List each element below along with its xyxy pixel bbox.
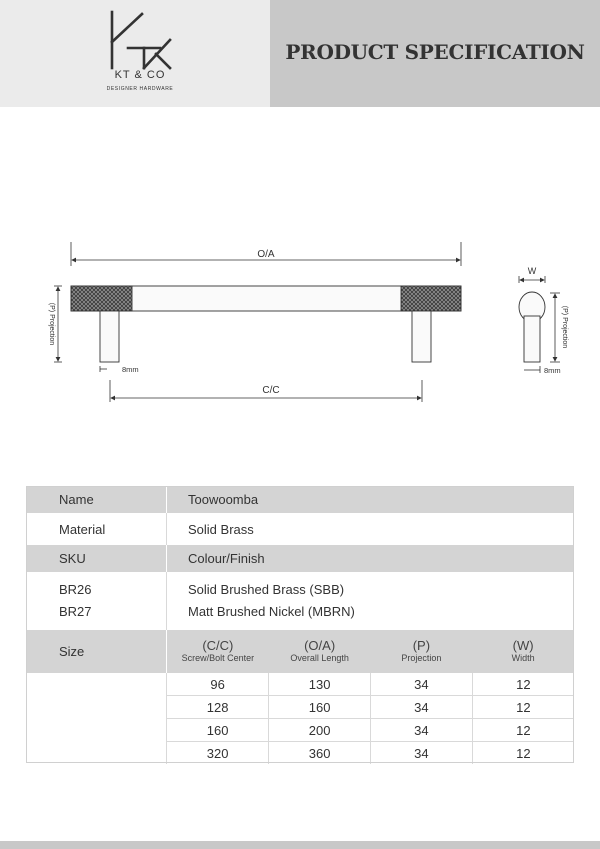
handle-front-view: [71, 286, 461, 362]
size-cell: 160: [269, 696, 371, 719]
name-label: Name: [26, 486, 167, 513]
size-cell: 34: [371, 719, 473, 742]
handle-side-view: [519, 292, 545, 362]
kt-logo-icon: [104, 10, 176, 70]
brand-name: KT & CO: [114, 69, 166, 81]
size-cell: 160: [167, 719, 269, 742]
sku-finish: Matt Brushed Nickel (MBRN): [188, 604, 355, 619]
table-row: [167, 696, 574, 719]
post-width-dimension-side: [524, 366, 540, 373]
spec-row-sku-header: [26, 545, 574, 572]
spec-row-size-header: [26, 630, 574, 673]
size-cell: 12: [472, 719, 574, 742]
sku-code: BR27: [59, 604, 92, 619]
sku-code: BR26: [59, 582, 92, 597]
header-title-panel: [270, 0, 600, 107]
spec-row-name: [26, 486, 574, 513]
sku-label: SKU: [26, 545, 167, 572]
projection-label-front: (P) Projection: [48, 302, 55, 346]
projection-label-side: (P) Projection: [561, 305, 568, 349]
material-label: Material: [26, 513, 167, 545]
size-cell: 34: [371, 673, 473, 696]
size-cell: 12: [516, 745, 531, 761]
header-logo-panel: [0, 0, 270, 107]
size-cell: 34: [371, 742, 473, 765]
name-value: Toowoomba: [167, 486, 575, 513]
size-label: Size: [26, 630, 167, 673]
table-row: [167, 742, 574, 765]
post-size-label-front: 8mm: [122, 365, 139, 374]
size-cell: 128: [167, 696, 269, 719]
brand-tagline: DESIGNER HARDWARE: [106, 86, 174, 92]
table-row: [167, 719, 574, 742]
center-label: C/C: [262, 385, 280, 396]
footer-bar: [0, 841, 600, 849]
sku-finish: Solid Brushed Brass (SBB): [188, 582, 345, 597]
post-width-dimension-front: [100, 366, 107, 372]
projection-dimension-side: [550, 293, 560, 362]
size-cell: 34: [371, 696, 473, 719]
size-cell: 360: [269, 742, 371, 765]
size-col-p: (P) Projection: [371, 640, 473, 664]
size-col-w: (W) Width: [472, 640, 574, 664]
size-cell: 200: [269, 719, 371, 742]
size-cell: 130: [269, 673, 371, 696]
size-header-table: [167, 637, 574, 664]
post-size-label-side: 8mm: [544, 366, 561, 375]
width-label: W: [527, 266, 537, 276]
material-value: Solid Brass: [188, 521, 254, 537]
size-cell: 96: [167, 673, 269, 696]
size-cell: 12: [472, 696, 574, 719]
finish-header: Colour/Finish: [167, 545, 575, 572]
size-values-table: [167, 673, 574, 764]
spec-row-skus: [26, 572, 574, 630]
overall-label: O/A: [257, 249, 275, 260]
size-cell: 12: [472, 673, 574, 696]
table-row: [167, 673, 574, 696]
spec-row-material: [26, 513, 574, 545]
spec-table: [26, 486, 574, 764]
technical-drawing: [0, 230, 600, 430]
size-cell: 320: [167, 742, 269, 765]
page-title: PRODUCT SPECIFICATION: [285, 40, 585, 64]
width-dimension-side: [519, 276, 545, 283]
spec-row-sizes: [26, 673, 574, 764]
size-col-cc: (C/C) Screw/Bolt Center: [167, 640, 269, 664]
size-col-oa: (O/A) Overall Length: [269, 640, 371, 664]
